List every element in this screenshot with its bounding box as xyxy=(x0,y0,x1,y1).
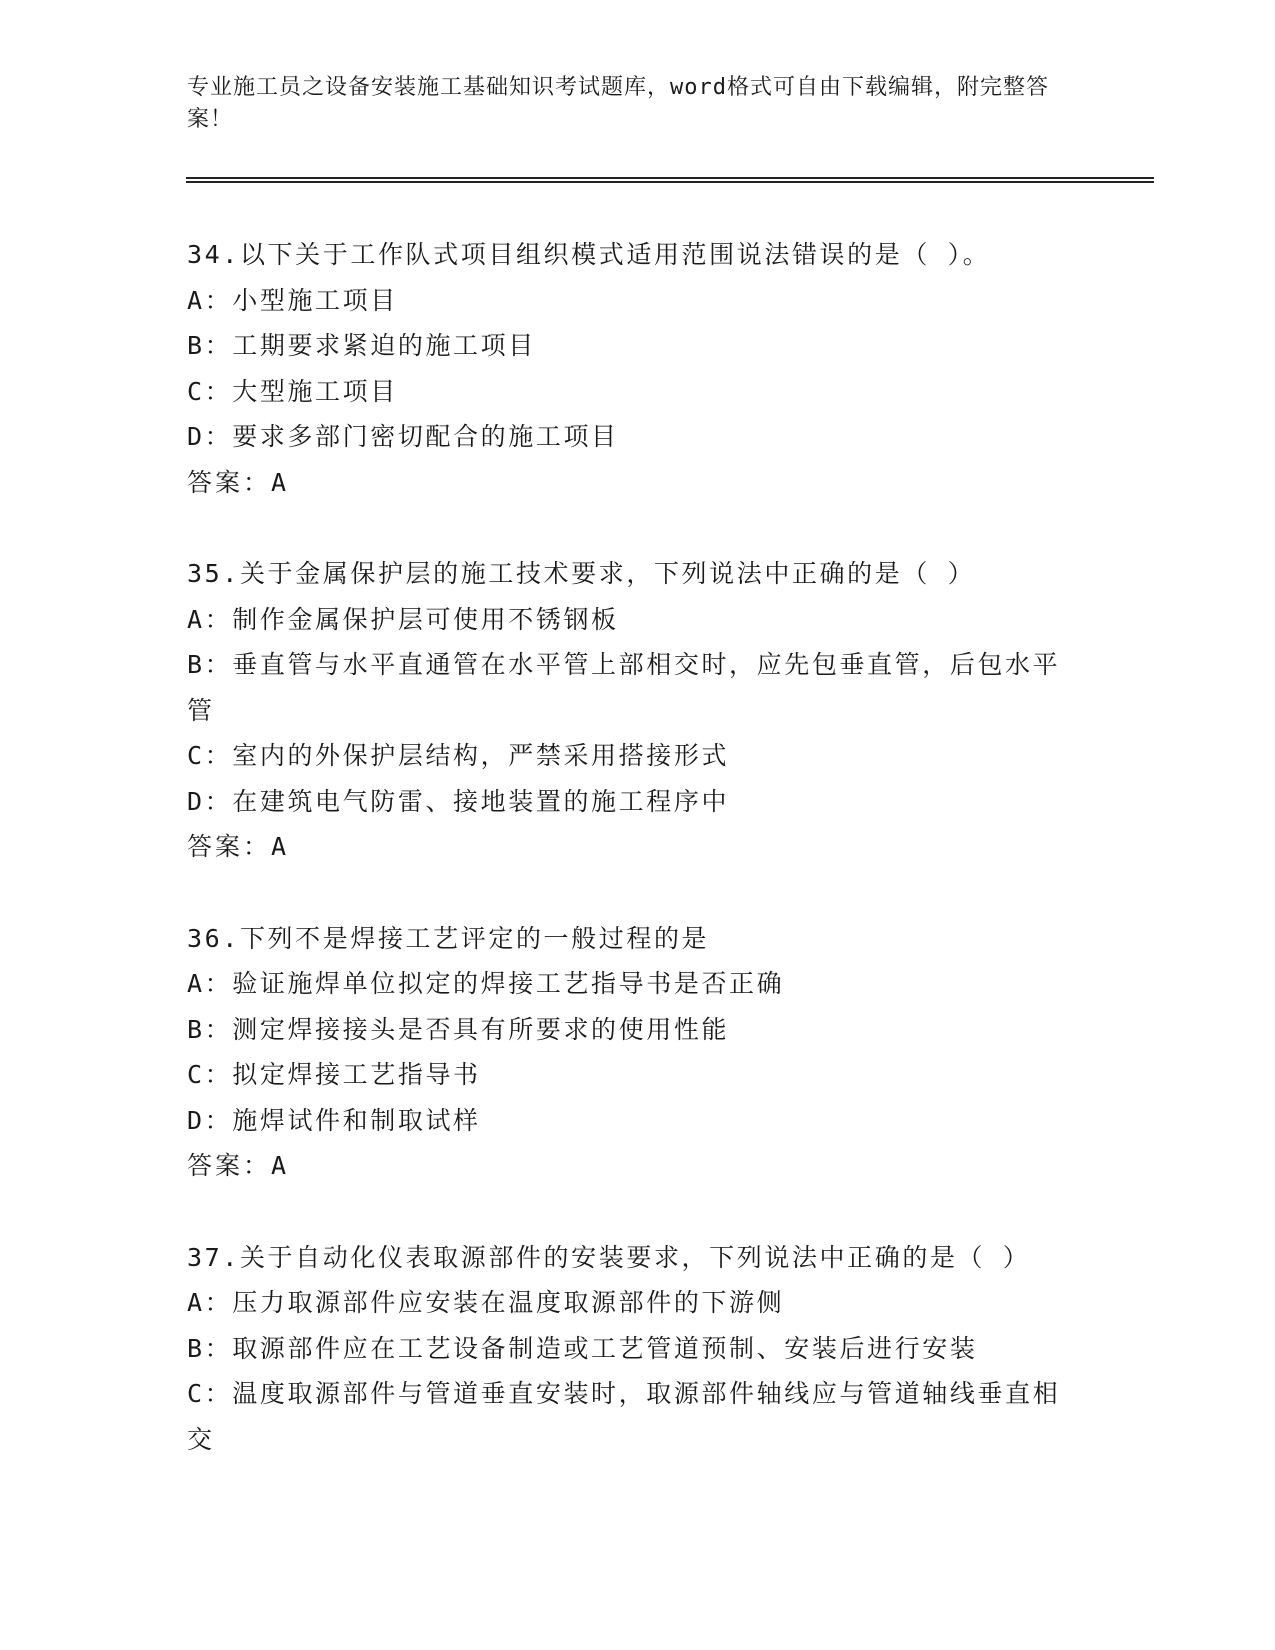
question-stem: 37.关于自动化仪表取源部件的安装要求，下列说法中正确的是（ ） xyxy=(187,1242,1031,1272)
option-a: A：小型施工项目 xyxy=(187,285,398,315)
option-a: A：制作金属保护层可使用不锈钢板 xyxy=(187,604,619,634)
question-35 xyxy=(187,551,1087,870)
question-37 xyxy=(187,1235,1087,1463)
option-c: C：温度取源部件与管道垂直安装时，取源部件轴线应与管道轴线垂直相交 xyxy=(187,1379,1061,1454)
option-b: B：工期要求紧迫的施工项目 xyxy=(187,331,536,360)
option-a: A：压力取源部件应安装在温度取源部件的下游侧 xyxy=(187,1288,785,1317)
option-c: C：拟定焊接工艺指导书 xyxy=(187,1060,481,1089)
answer-label: 答案： xyxy=(187,467,272,497)
question-stem: 35.关于金属保护层的施工技术要求，下列说法中正确的是（ ） xyxy=(187,559,976,588)
question-stem: 36.下列不是焊接工艺评定的一般过程的是 xyxy=(187,923,710,953)
option-c: C：大型施工项目 xyxy=(187,376,398,406)
answer xyxy=(187,1143,1087,1189)
answer-value: A xyxy=(271,467,288,497)
option-b: B：垂直管与水平直通管在水平管上部相交时，应先包垂直管，后包水平管 xyxy=(187,650,1061,725)
option-d: D：施焊试件和制取试样 xyxy=(187,1105,481,1135)
answer-value: A xyxy=(271,1151,288,1180)
option-b: B：取源部件应在工艺设备制造或工艺管道预制、安装后进行安装 xyxy=(187,1333,978,1363)
question-36 xyxy=(187,916,1087,1189)
option-d: D：要求多部门密切配合的施工项目 xyxy=(187,422,619,451)
option-d: D：在建筑电气防雷、接地装置的施工程序中 xyxy=(187,786,730,816)
question-list xyxy=(187,232,1087,1508)
header-double-rule xyxy=(186,177,1154,183)
option-c: C：室内的外保护层结构，严禁采用搭接形式 xyxy=(187,741,730,770)
answer-label: 答案： xyxy=(187,832,272,861)
option-b: B：测定焊接接头是否具有所要求的使用性能 xyxy=(187,1014,730,1044)
answer-value: A xyxy=(271,832,288,861)
option-a: A：验证施焊单位拟定的焊接工艺指导书是否正确 xyxy=(187,969,785,998)
question-stem: 34.以下关于工作队式项目组织模式适用范围说法错误的是（ ）。 xyxy=(187,240,991,269)
answer xyxy=(187,824,1087,870)
question-34 xyxy=(187,232,1087,505)
answer-label: 答案： xyxy=(187,1151,272,1180)
answer xyxy=(187,460,1087,506)
document-header: 专业施工员之设备安装施工基础知识考试题库，word格式可自由下载编辑，附完整答案！ xyxy=(187,75,1049,132)
